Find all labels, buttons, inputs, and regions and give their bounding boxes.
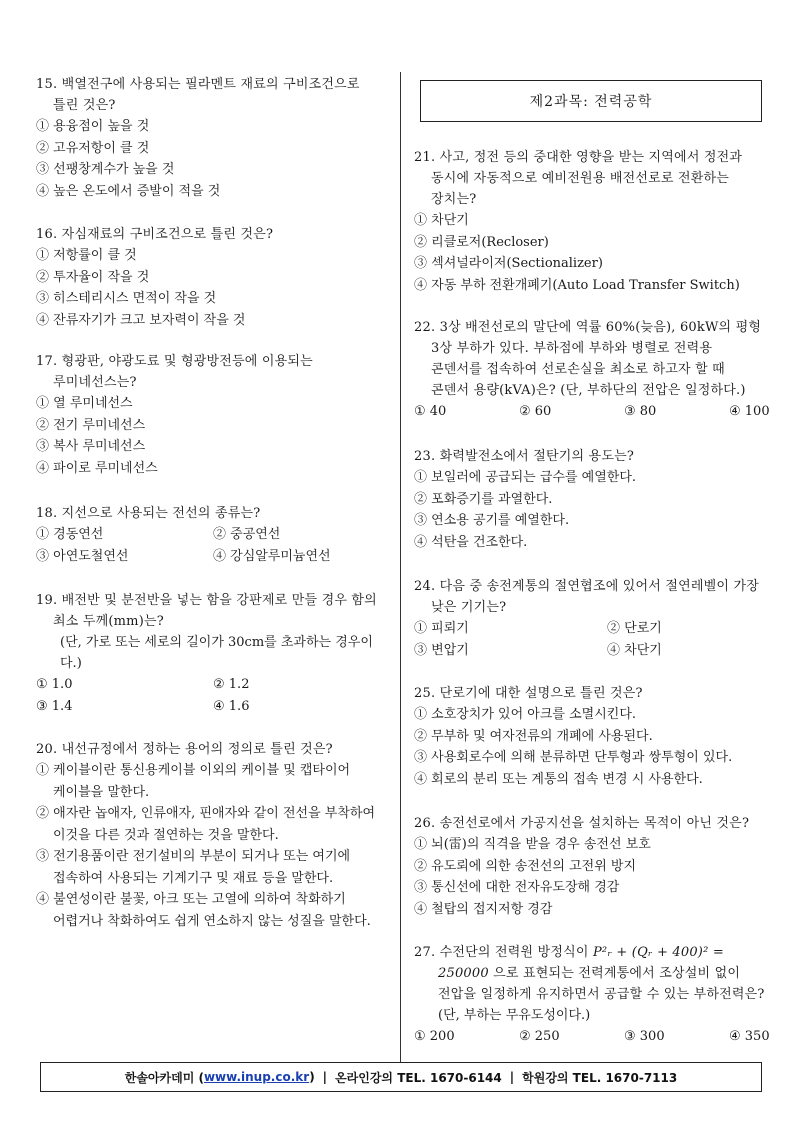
footer-bar (40, 1062, 762, 1092)
question-26 (414, 813, 766, 920)
option-2: ② 포화증기를 과열한다. (414, 491, 553, 507)
option-3: ③ 통신선에 대한 전자유도장해 경감 (414, 880, 620, 895)
option-1: ① 차단기 (414, 213, 469, 228)
question-stem-suffix: 으로 표현되는 전력계통에서 조상설비 없이 전압을 일정하게 유지하면서 공급할 수 있는 부하전력은? (438, 966, 765, 1002)
option-2: ② 리클로저(Recloser) (414, 234, 549, 250)
option-4: ④ 강심알루미늄연선 (213, 548, 331, 564)
question-20 (36, 739, 388, 932)
question-stem: 22. 3상 배전선로의 말단에 역률 60%(늦음), 60kW의 평형 3상 부하가 있다. 부하점에 부하와 병렬로 전력용 콘덴서를 접속하여 선로손실을 최소로 하고자 할 때 콘덴서 용량(kVA)은? (단, 부하단의 전압은 일정하다.) (414, 320, 762, 398)
question-23 (414, 446, 766, 553)
option-1: ① 케이블이란 통신용케이블 이외의 케이블 및 캡타이어 케이블을 말한다. (36, 763, 351, 800)
academy-website-link[interactable]: www.inup.co.kr (203, 1070, 310, 1084)
question-22 (414, 317, 770, 423)
question-stem: 26. 송전선로에서 가공지선을 설치하는 목적이 아닌 것은? (414, 816, 750, 831)
option-2: ② 투자율이 작을 것 (36, 269, 150, 285)
option-4: ④ 높은 온도에서 증발이 적을 것 (36, 183, 221, 199)
question-21 (414, 147, 766, 296)
question-15 (36, 74, 388, 202)
option-2: ② 1.2 (213, 677, 250, 692)
option-3: ③ 선팽창계수가 높을 것 (36, 162, 175, 177)
question-16 (36, 224, 388, 331)
option-2: ② 중공연선 (213, 527, 281, 542)
question-stem: 23. 화력발전소에서 절탄기의 용도는? (414, 449, 635, 464)
option-3: ③ 섹셔널라이저(Sectionalizer) (414, 256, 603, 271)
option-4: ④ 1.6 (213, 698, 250, 714)
subject-title: 제2과목: 전력공학 (529, 94, 653, 110)
option-row (36, 674, 388, 696)
footer-separator: | (509, 1070, 515, 1084)
option-3: ③ 사용회로수에 의해 분류하면 단투형과 쌍투형이 있다. (414, 750, 733, 765)
footer-separator: | (322, 1070, 328, 1084)
option-4: ④ 석탄을 건조한다. (414, 534, 528, 550)
question-stem: 25. 단로기에 대한 설명으로 틀린 것은? (414, 686, 643, 701)
question-18 (36, 503, 388, 567)
option-3: ③ 변압기 (414, 642, 469, 658)
question-25 (414, 683, 766, 790)
option-1: ① 열 루미네선스 (36, 396, 133, 411)
option-3: ③ 히스테리시스 면적이 작을 것 (36, 291, 217, 306)
option-row (36, 546, 388, 568)
option-row (414, 401, 770, 423)
question-note: (단, 부하는 무유도성이다.) (438, 1008, 591, 1023)
option-4: ④ 350 (729, 1029, 770, 1044)
question-27 (414, 942, 770, 1048)
option-1: ① 200 (414, 1029, 455, 1044)
option-3: ③ 전기용품이란 전기설비의 부분이 되거나 또는 여기에 접속하여 사용되는 기계기구 및 재료 등을 말한다. (36, 849, 351, 886)
option-2: ② 고유저항이 클 것 (36, 140, 150, 156)
option-3: ③ 연소용 공기를 예열한다. (414, 513, 570, 528)
option-2: ② 유도뢰에 의한 송전선의 고전위 방지 (414, 858, 637, 874)
option-1: ① 경동연선 (36, 527, 104, 542)
question-stem: 20. 내선규정에서 정하는 용어의 정의로 틀린 것은? (36, 742, 333, 757)
option-row (414, 618, 766, 640)
option-1: ① 피뢰기 (414, 621, 469, 636)
option-row (414, 640, 766, 662)
power-circle-equation: P²ᵣ + (Qᵣ + 400)² = 250000 (438, 945, 724, 981)
question-stem (414, 942, 766, 1005)
option-4: ④ 차단기 (607, 642, 662, 658)
option-1: ① 40 (414, 404, 447, 419)
question-19 (36, 590, 388, 717)
question-stem: 19. 배전반 및 분전반을 넣는 함을 강판제로 만들 경우 함의 최소 두께(mm)는? (36, 593, 377, 629)
option-1: ① 소호장치가 있어 아크를 소멸시킨다. (414, 707, 637, 722)
option-4: ④ 철탑의 접지저항 경감 (414, 901, 553, 917)
question-24 (414, 576, 766, 661)
question-stem-prefix: 27. 수전단의 전력원 방정식이 (414, 945, 589, 960)
question-stem: 24. 다음 중 송전계통의 절연협조에 있어서 절연레벨이 가장 낮은 기기는? (414, 579, 760, 615)
option-4: ④ 100 (729, 404, 770, 419)
option-4: ④ 불연성이란 불꽃, 아크 또는 고열에 의하여 착화하기 어렵거나 착화하여도 쉽게 연소하지 않는 성질을 말한다. (36, 892, 371, 929)
footer-url-close: ) (309, 1070, 315, 1084)
question-stem: 16. 자심재료의 구비조건으로 틀린 것은? (36, 227, 274, 242)
option-2: ② 250 (519, 1029, 560, 1044)
option-3: ③ 300 (624, 1029, 665, 1044)
question-stem: 21. 사고, 정전 등의 중대한 영향을 받는 지역에서 정전과 동시에 자동적으로 예비전원용 배전선로로 전환하는 장치는? (414, 150, 743, 207)
option-1: ① 저항률이 클 것 (36, 248, 137, 263)
option-2: ② 단로기 (607, 621, 662, 636)
option-row (36, 524, 388, 546)
question-stem: 17. 형광판, 야광도료 및 형광방전등에 이용되는 루미네선스는? (36, 354, 313, 390)
option-2: ② 무부하 및 여자전류의 개폐에 사용된다. (414, 728, 653, 744)
question-stem: 18. 지선으로 사용되는 전선의 종류는? (36, 506, 261, 521)
footer-offline-contact: 학원강의 TEL. 1670-7113 (522, 1070, 678, 1085)
option-4: ④ 자동 부하 전환개폐기(Auto Load Transfer Switch) (414, 277, 740, 293)
option-1: ① 1.0 (36, 677, 73, 692)
question-note: (단, 가로 또는 세로의 길이가 30cm를 초과하는 경우이다.) (60, 635, 373, 671)
option-1: ① 용융점이 높을 것 (36, 119, 150, 134)
option-row (414, 1026, 770, 1048)
column-divider (400, 72, 401, 1062)
footer-academy: 한솔아카데미 ( (124, 1070, 204, 1085)
question-stem: 15. 백열전구에 사용되는 필라멘트 재료의 구비조건으로 틀린 것은? (36, 77, 360, 113)
option-2: ② 전기 루미네선스 (36, 417, 146, 433)
option-1: ① 보일러에 공급되는 급수를 예열한다. (414, 470, 637, 485)
option-4: ④ 파이로 루미네선스 (36, 460, 158, 476)
option-3: ③ 1.4 (36, 698, 73, 714)
option-1: ① 뇌(雷)의 직격을 받을 경우 송전선 보호 (414, 837, 651, 852)
option-2: ② 60 (519, 404, 552, 419)
option-3: ③ 80 (624, 404, 657, 419)
option-row (36, 696, 388, 718)
option-4: ④ 회로의 분리 또는 계통의 접속 변경 시 사용한다. (414, 771, 703, 787)
footer-online-contact: 온라인강의 TEL. 1670-6144 (335, 1070, 502, 1085)
option-3: ③ 아연도철연선 (36, 548, 129, 564)
subject-title-box (420, 80, 762, 122)
question-17 (36, 351, 388, 479)
option-4: ④ 잔류자기가 크고 보자력이 작을 것 (36, 312, 246, 328)
option-2: ② 애자란 놉애자, 인류애자, 핀애자와 같이 전선을 부착하여 이것을 다른 것과 절연하는 것을 말한다. (36, 806, 376, 843)
option-3: ③ 복사 루미네선스 (36, 439, 146, 454)
